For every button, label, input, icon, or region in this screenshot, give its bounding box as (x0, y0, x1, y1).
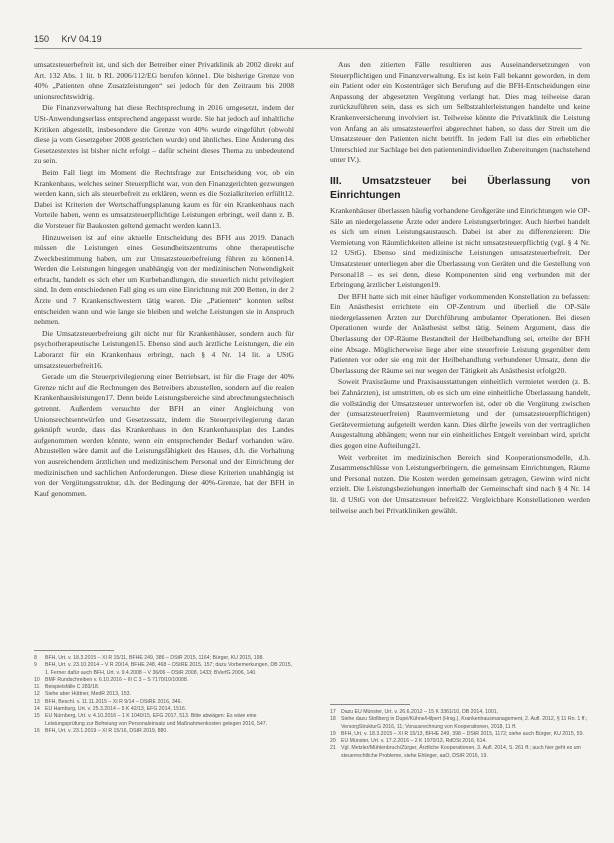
footnote (34, 713, 294, 728)
footnote-number: 17 (330, 709, 336, 715)
page-number: 150 (34, 34, 50, 44)
footnote (330, 716, 590, 731)
footnote-text: BFH, Beschl. v. 11.11.2015 – XI R 9/14 – DStRE 2016, 346. (45, 698, 182, 705)
footnote-rule (34, 650, 114, 651)
footnote-number: 12 (34, 691, 40, 698)
footnote-number: 8 (34, 655, 37, 661)
footnote-text: Siehe aber Hüttner, MedR 2013, 153. (45, 691, 131, 698)
footnote-number: 14 (34, 706, 40, 713)
footnote-number: 18 (330, 716, 336, 723)
footnote (34, 699, 294, 706)
right-column (330, 60, 590, 517)
footnote (330, 709, 590, 716)
footnote (34, 706, 294, 713)
paragraph: Beim Fall liegt im Moment die Rechtsfrage zur Entscheidung vor, ob ein Krankenhaus, welches seiner Steuerpflicht war, von den Finanzgerichten gezwungen werden kann, sich als steuerbefreit zu erklären, wenn es die Sozialkriterien erfüllt12. Dabei ist Kriterien der Wertschaffungsplanung kaum es für ein Krankenhaus nach Vorteile haben, wenn es umsatzsteuerpflichtige Leistungen erbringt, weil dann z. B. die Vorsteuer für Baukosten geltend gemacht werden kann13. (34, 167, 294, 230)
footnote-number: 13 (34, 698, 40, 705)
paragraph: Hinzuweisen ist auf eine aktuelle Entscheidung des BFH aus 2019. Danach müssen die Leistungen eines Gesundheitszentrums ohne therapeutische Zweckbestimmung haben, um zur Umsatzsteuerbefreiung führen zu können14. Werden die Leistungen hingegen unabhängig von der medizinischen Notwendigkeit erbracht, handelt es sich eher um Kurbehandlungen, die steuerlich nicht privilegiert sind. In dem entschiedenen Fall ging es um eine Einrichtung mit 200 Betten, in der 2 Ärzte und 7 Krankenschwestern tätig waren. Die „Patienten“ konnten selbst entscheiden wann und wie lange sie bleiben und welche Leistungen sie in Anspruch nehmen. (34, 232, 294, 327)
footnote-text: Beispielsfälle C 283/18. (45, 684, 100, 691)
paragraph: Die Finanzverwaltung hat diese Rechtsprechung in 2016 umgesetzt, indem der USt-Anwendungserlass entsprechend angepasst wurde. Sie hat jedoch auf inhaltliche Kritiken abgestellt, insbesondere die Grenze von 40% wurde eingeführt (obwohl diese ja vom Gesetzgeber 2008 gestrichen wurde) und ähnliches. Eine Änderung des Gesetzestextes ist bisher nicht erfolgt – dafür scheint dieses Thema zu unbedeutend zu sein. (34, 103, 294, 166)
section-heading: III. Umsatzsteuer bei Überlassung von Einrichtungen (330, 174, 590, 201)
footnote (34, 677, 294, 684)
paragraph: Soweit Praxisräume und Praxisausstattungen einheitlich vermietet werden (z. B. bei Zahnärzten), ist umstritten, ob es sich um eine einheitliche Überlassung handelt, die vollständig der Umsatzsteuer unterworfen ist, oder ob die Vergütung zwischen der (umsatzsteuerfreien) Raumvermietung und der (umsatzsteuerpflichtigen) Gerätevermietung aufgeteilt werden kann. Dies dürfte jeweils von der vertraglichen Ausgestaltung abhängen; wenn nur ein einheitliches Entgelt vereinbart wird, spricht dies gegen eine Aufteilung21. (330, 377, 590, 450)
footnote-text: BMF Rundschreiben v. 6.10.2016 – III C 3 – S 7170/10/10008. (45, 676, 189, 683)
footnote-number: 20 (330, 738, 336, 745)
footnote (34, 684, 294, 691)
footnotes-left (34, 655, 294, 735)
footnote-text: Siehe dazu Stollberg in Dupé/Kühne/Hilpert (Hrsg.), Krankenhausmanagement, 2. Aufl. 2012, § 11 Rn. 1 ff.; VersorgStrukturG 2016, 11; Vorausrechnung von Kooperationen, 2018, 11 ff. (341, 716, 588, 730)
footnote-text: EU Münster, Urt. v. 17.2.2016 – 2 K 1970/13, RdDSt 2016, 614. (341, 738, 487, 745)
footnote-text: BFH, Urt. v. 23.10.2014 – V R 20/14, BFHE 248, 468 – DStRE 2015, 157; dazu Vorbemerkungen, DB 2015, 1. Ferner dafür auch BFH, Urt. v. 9.4.2008 – V 36/06 – DStR 2008, 1433; BVerfG 2006, 140. (45, 662, 293, 676)
footnote (34, 655, 294, 662)
footnote-number: 11 (34, 684, 40, 691)
paragraph: Gerade um die Steuerprivilegierung einer Betriebsart, ist für die Frage der 40% Grenze nicht auf die Rechnungen des Betreibers abzustellen, sondern auf die realen Krankenhausleistungen17. Denn beide Leistungsbereiche sind abrechnungstechnisch getrennt. Außerdem versuchte der BFH an einer Angleichung von Unionsrechtsentwürfen und Gesetzessatz, indem die Steuerprivilegierung daran geknüpft wurde, dass das Krankenhaus in den Krankenhausplan des Landes aufgenommen werden könnte, wenn ein entsprechender Bedarf vorhanden wäre. Abzustellen wäre damit auf die Leistungsfähigkeit des Hauses, d.h. die Vorhaltung von ausreichendem ärztlichen und medizinischem Personal und der Einrichtung der medizinischen und sachlichen Anforderungen. Diese diese Kriterien unabhängig ist von der Vergütungsstruktur, d.h. der Bedingung der 40%-Grenze, hat der BFH in Kauf genommen. (34, 372, 294, 498)
paragraph: Der BFH hatte sich mit einer häufiger vorkommenden Konstellation zu befassen: Ein Anästhesist errichtete ein OP-Zentrum und überließ die OP-Säle niedergelassenen Ärzten zur Durchführung ambulanter Operationen. Bei diesen Operationen wurde der Anästhesist selbst tätig. Seinem Argument, dass die Überlassung der OP-Räume Bestandteil der Heilbehandlung sei, erteilte der BFH eine Absage. Möglicherweise liege aber eine steuerfreie Leistung gegenüber dem Patienten vor oder sie eng mit der Heilbehandlung verbundener Umsatz, denn die Überlassung der Räume sei nur wegen der Tätigkeit als Anästhesist erfolgt20. (330, 291, 590, 375)
footnote-text: Dazu EU Münster, Urt. v. 26.6.2012 – 15 K 3361/10, DB 2014, 1001. (341, 709, 499, 715)
page-header (34, 34, 112, 44)
header-rule (34, 48, 582, 49)
footnote-text: BFH, Urt. v. 23.1.2019 – XI R 15/16, DStR 2019, 880. (45, 727, 168, 734)
paragraph: Weit verbreitet im medizinischen Bereich sind Kooperationsmodelle, d.h. Zusammenschlüsse von Leistungserbringern, die gemeinsam Einrichtungen, Räume und Personal nutzen. Die Kosten werden gemeinsam getragen, Gewinn wird nicht erzielt. Die Leistungsbeziehungen innerhalb der Gemeinschaft sind nach § 4 Nr. 14 lit. d UStG von der Umsatzsteuer befreit22. Vergleichbare Konstellationen werden teilweise auch bei Privatkliniken gewählt. (330, 452, 590, 515)
footnote-text: EU Nürnberg, Urt. v. 4.10.2016 – 1 K 1040/15, EFG 2017, 513. Bitte abwägen: Es wäre eine Leistungsprüfung zur Befreiung von Personaleinsatz und Maßnahmenkosten gelegen 2016, 547. (45, 713, 268, 727)
footnote-text: Vgl. Metzler/Mühlenbruch/Zürger, Ärztliche Kooperationen, 3. Aufl. 2014, S. 261 ff.; auch hier geht es um steuerrechtliche Probleme, siehe Ehlinger, aaO, DStR 2016, 19. (341, 745, 581, 759)
journal-title: KrV 04.19 (61, 34, 102, 44)
footnote-number: 16 (34, 727, 40, 734)
footnote-number: 10 (34, 676, 40, 683)
paragraph: Die Umsatzsteuerbefreiung gilt nicht nur für Krankenhäuser, sondern auch für psychotherapeutische Leistungen15. Ebenso sind auch ärztliche Leistungen, die ein Laborarzt für ein Krankenhaus erbringt, nach § 4 Nr. 14 lit. a UStG umsatzsteuerbefreit16. (34, 328, 294, 370)
paragraph: Krankenhäuser überlassen häufig vorhandene Großgeräte und Einrichtungen wie OP-Säle an niedergelassene Ärzte oder andere Leistungserbringer. Auch hierbei handelt es sich um einen Leistungsaustausch. Dabei ist aber zu differenzieren: Die Vermietung von Räumlichkeiten alleine ist nicht umsatzsteuerpflichtig (vgl. § 4 Nr. 12 UStG). Ebenso sind medizinische Leistungen umsatzsteuerbefreit. Der Umsatzsteuer unterliegen aber die Überlassung von Geräten und die Gestellung von Personal18 – es sei denn, diese Komponenten sind eng verbunden mit der Erbringung ärztlicher Leistungen19. (330, 205, 590, 290)
left-column (34, 60, 294, 500)
footnote-number: 15 (34, 713, 40, 720)
footnote-rule (330, 704, 410, 705)
footnote-number: 19 (330, 730, 336, 737)
footnote-text: BFH, Urt. v. 18.3.2015 – XI R 15/11, BFHE 249, 386 – DStR 2015, 1164; Bürger, KU 2015, 198. (45, 655, 264, 661)
footnote (330, 745, 590, 760)
footnote (330, 731, 590, 738)
footnote-number: 21 (330, 745, 336, 752)
paragraph: Aus den zitierten Fälle resultieren aus Auseinandersetzungen von Steuerpflichtigen und Finanzverwaltung. Es ist kein Fall bekannt geworden, in dem ein Patient oder ein Kostenträger sich Berufung auf die BFH-Entscheidungen eine Anpassung der abgesetzten Vergütung verlangt hat. Dies mag teilweise daran zurückzuführen sein, dass es sich um Selbstzahlerleistungen handelte und keine Krankenversicherung involviert ist. Teilweise könnte die Privatklinik die Leistung von Anfang an als umsatzsteuerfrei abgerechnet haben, so dass der Streit um die Umsatzsteuer den Patienten nicht betrifft. In jedem Fall ist dies ein erheblicher Unterschied zur Sachlage bei den patientenindividuellen Zubereitungen (nachstehend unter IV.). (330, 60, 590, 165)
footnote (34, 691, 294, 698)
paragraph: umsatzsteuerbefreit ist, und sich der Betreiber einer Privatklinik ab 2002 direkt auf Art. 132 Abs. 1 lit. b RL 2006/112/EG berufen könne1. Die bisherige Grenze von 40% „Patienten ohne Zusatzleistungen“ sei jedoch für den Zeitraum bis 2008 unionsrechtswidrig. (34, 60, 294, 101)
footnote-text: BFH, Urt. v. 18.3.2015 – XI R 15/13, BFHE 249, 398 – DStR 2015, 1172; siehe auch Bürger, KU 2015, 59. (341, 730, 584, 737)
footnote-number: 9 (34, 662, 37, 669)
footnote (34, 728, 294, 735)
footnotes-right (330, 709, 590, 760)
footnote (34, 662, 294, 677)
footnote-text: EU Hamburg, Urt. v. 25.3.2014 – 5 K 42/13, EFG 2014, 1516. (45, 706, 187, 713)
